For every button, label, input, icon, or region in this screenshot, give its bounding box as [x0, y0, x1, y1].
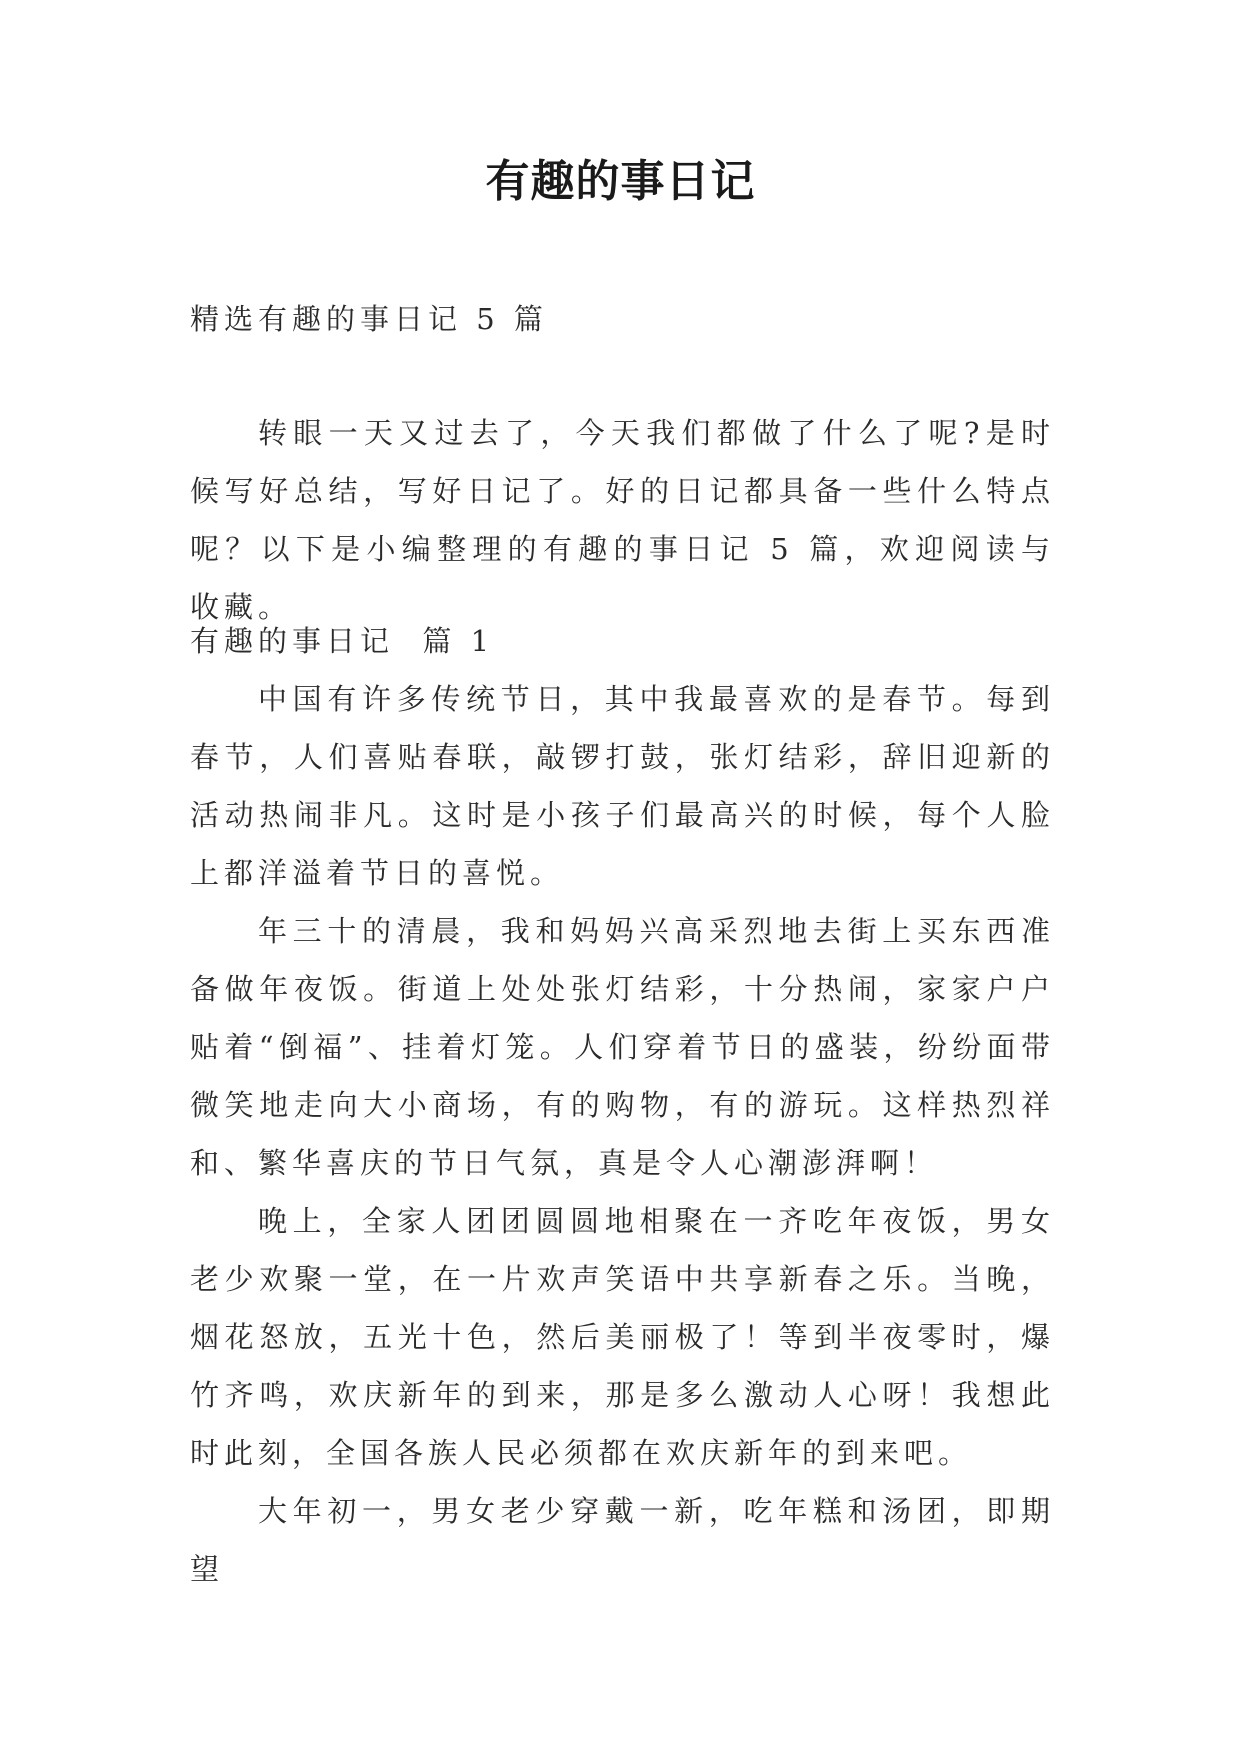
intro-paragraph: 转眼一天又过去了，今天我们都做了什么了呢?是时候写好总结，写好日记了。好的日记都具备一些什么特点呢？以下是小编整理的有趣的事日记 5 篇，欢迎阅读与收藏。 [190, 416, 1055, 624]
body-content [190, 670, 1055, 1598]
body-paragraph: 大年初一，男女老少穿戴一新，吃年糕和汤团，即期望 [190, 1494, 1055, 1586]
body-paragraph: 晚上，全家人团团圆圆地相聚在一齐吃年夜饭，男女老少欢聚一堂，在一片欢声笑语中共享新春之乐。当晚，烟花怒放，五光十色，然后美丽极了！等到半夜零时，爆竹齐鸣，欢庆新年的到来，那是多么激动人心呀！我想此时此刻，全国各族人民必须都在欢庆新年的到来吧。 [190, 1204, 1055, 1470]
body-paragraph: 中国有许多传统节日，其中我最喜欢的是春节。每到春节，人们喜贴春联，敲锣打鼓，张灯结彩，辞旧迎新的活动热闹非凡。这时是小孩子们最高兴的时候，每个人脸上都洋溢着节日的喜悦。 [190, 682, 1055, 890]
body-paragraph: 年三十的清晨，我和妈妈兴高采烈地去街上买东西准备做年夜饭。街道上处处张灯结彩，十分热闹，家家户户贴着“倒福”、挂着灯笼。人们穿着节日的盛装，纷纷面带微笑地走向大小商场，有的购物，有的游玩。这样热烈祥和、繁华喜庆的节日气氛，真是令人心潮澎湃啊！ [190, 914, 1055, 1180]
document-subtitle: 精选有趣的事日记 5 篇 [190, 302, 548, 336]
section-heading: 有趣的事日记 篇 1 [190, 624, 495, 658]
document-title: 有趣的事日记 [485, 156, 756, 207]
